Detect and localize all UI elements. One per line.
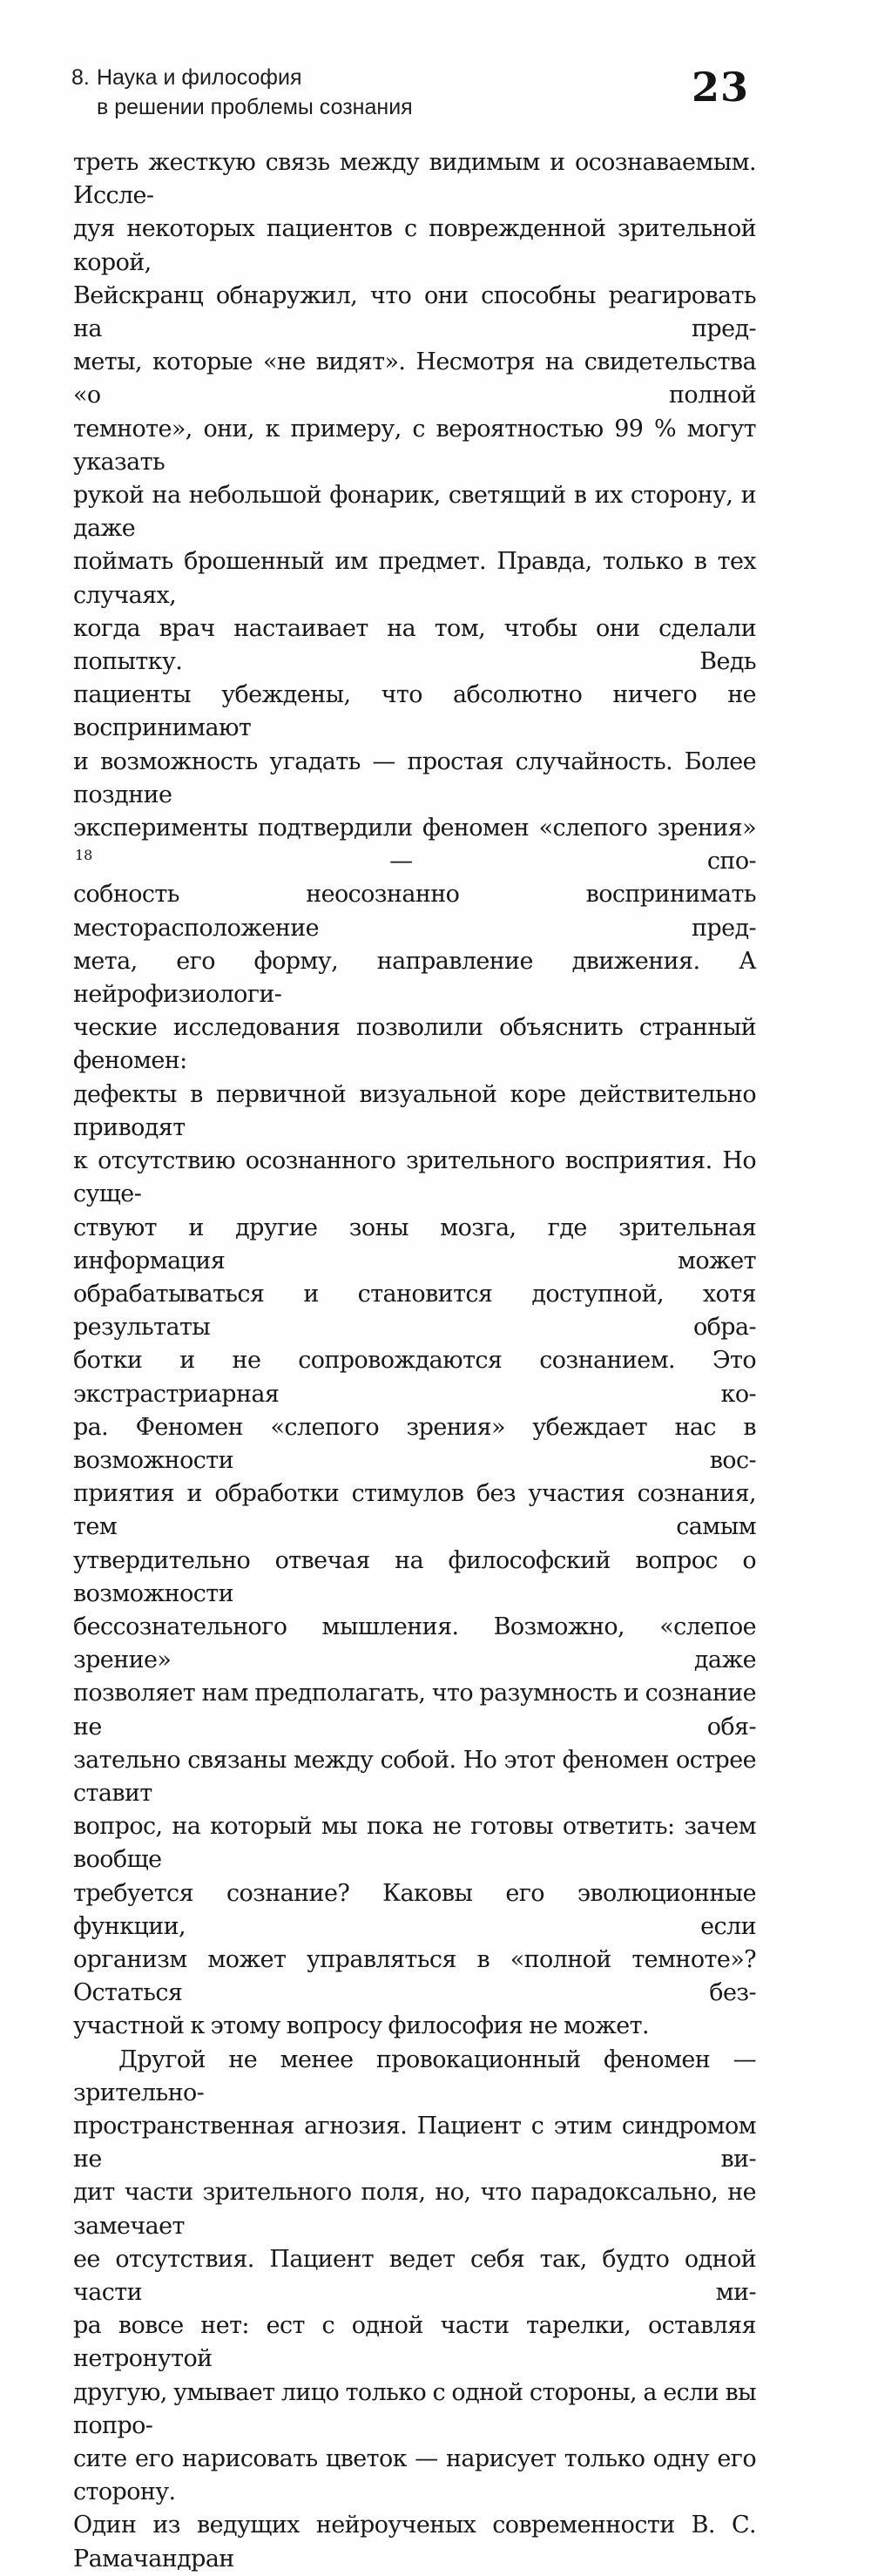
text-line: темноте», они, к примеру, с вероятностью 99 % могут указать (73, 415, 756, 476)
body-text (73, 146, 756, 2576)
text-line: ра. Феномен «слепого зрения» убеждает нас в возможности вос- (73, 1413, 756, 1474)
text-line: собность неосознанно воспринимать месторасположение пред- (73, 881, 756, 942)
text-line: дефекты в первичной визуальной коре действительно приводят (73, 1080, 756, 1141)
text-line: обрабатываться и становится доступной, хотя результаты обра- (73, 1280, 756, 1342)
running-head-line-1 (71, 63, 413, 92)
chapter-title-line-1: Наука и философия (97, 65, 302, 90)
text-line: бессознательного мышления. Возможно, «слепое зрение» даже (73, 1613, 756, 1674)
text-line: дуя некоторых пациентов с поврежденной зрительной корой, (73, 215, 756, 276)
text-line: вопрос, на который мы пока не готовы ответить: зачем вообще (73, 1813, 756, 1874)
text-line: сите его нарисовать цветок — нарисует только одну его сторону. (73, 2445, 756, 2506)
text-line: ботки и не сопровождаются сознанием. Это экстрастриарная ко- (73, 1347, 756, 1408)
text-line: поймать брошенный им предмет. Правда, только в тех случаях, (73, 548, 756, 609)
text-line: ра вовсе нет: ест с одной части тарелки, оставляя нетронутой (73, 2312, 756, 2373)
chapter-title-line-2: в решении проблемы сознания (97, 95, 413, 119)
text-line: ческие исследования позволили объяснить странный феномен: (73, 1014, 756, 1075)
text-line: приятия и обработки стимулов без участия сознания, тем самым (73, 1480, 756, 1541)
running-head (71, 63, 413, 122)
page-number: 23 (691, 64, 749, 111)
footnote-reference[interactable]: 18 (75, 847, 93, 864)
text-line: дит части зрительного поля, но, что парадоксально, не замечает (73, 2179, 756, 2240)
text-fragment: — спо- (388, 848, 757, 876)
text-line-with-footnote (73, 812, 756, 878)
text-line: другую, умывает лицо только с одной стороны, а если вы попро- (73, 2378, 756, 2439)
text-line: ствуют и другие зоны мозга, где зрительная информация может (73, 1214, 756, 1274)
text-line-paragraph-start: Другой не менее провокационный феномен — зрительно- (73, 2045, 756, 2106)
text-line: мета, его форму, направление движения. А нейрофизиологи- (73, 947, 756, 1009)
text-line: и возможность угадать — простая случайность. Более поздние (73, 747, 756, 808)
text-line: треть жесткую связь между видимым и осознаваемым. Иссле- (73, 149, 756, 210)
text-line: когда врач настаивает на том, чтобы они сделали попытку. Ведь (73, 614, 756, 676)
running-head-line-2 (71, 92, 413, 122)
text-line: Вейскранц обнаружил, что они способны реагировать на пред- (73, 281, 756, 343)
text-line: организм может управляться в «полной темноте»? Остаться без- (73, 1945, 756, 2007)
text-line: позволяет нам предполагать, что разумность и сознание не обя- (73, 1680, 756, 1741)
text-line: зательно связаны между собой. Но этот феномен острее ставит (73, 1746, 756, 1807)
text-line: ее отсутствия. Пациент ведет себя так, будто одной части ми- (73, 2245, 756, 2306)
text-line-paragraph-end: участной к этому вопросу философия не может. (73, 2012, 649, 2040)
text-line: пациенты убеждены, что абсолютно ничего не воспринимают (73, 681, 756, 742)
text-line: рукой на небольшой фонарик, светящий в их сторону, и даже (73, 482, 756, 543)
text-line: Один из ведущих нейроученых современности В. С. Рамачандран (73, 2512, 756, 2573)
text-line: к отсутствию осознанного зрительного восприятия. Но суще- (73, 1147, 756, 1208)
text-line: пространственная агнозия. Пациент с этим синдромом не ви- (73, 2112, 756, 2174)
text-line: меты, которые «не видят». Несмотря на свидетельства «о полной (73, 348, 756, 409)
chapter-number: 8. (71, 65, 90, 90)
text-line: требуется сознание? Каковы его эволюционные функции, если (73, 1879, 756, 1940)
text-fragment: эксперименты подтвердили феномен «слепого зрения» (73, 815, 756, 842)
text-line: утвердительно отвечая на философский вопрос о возможности (73, 1546, 756, 1607)
